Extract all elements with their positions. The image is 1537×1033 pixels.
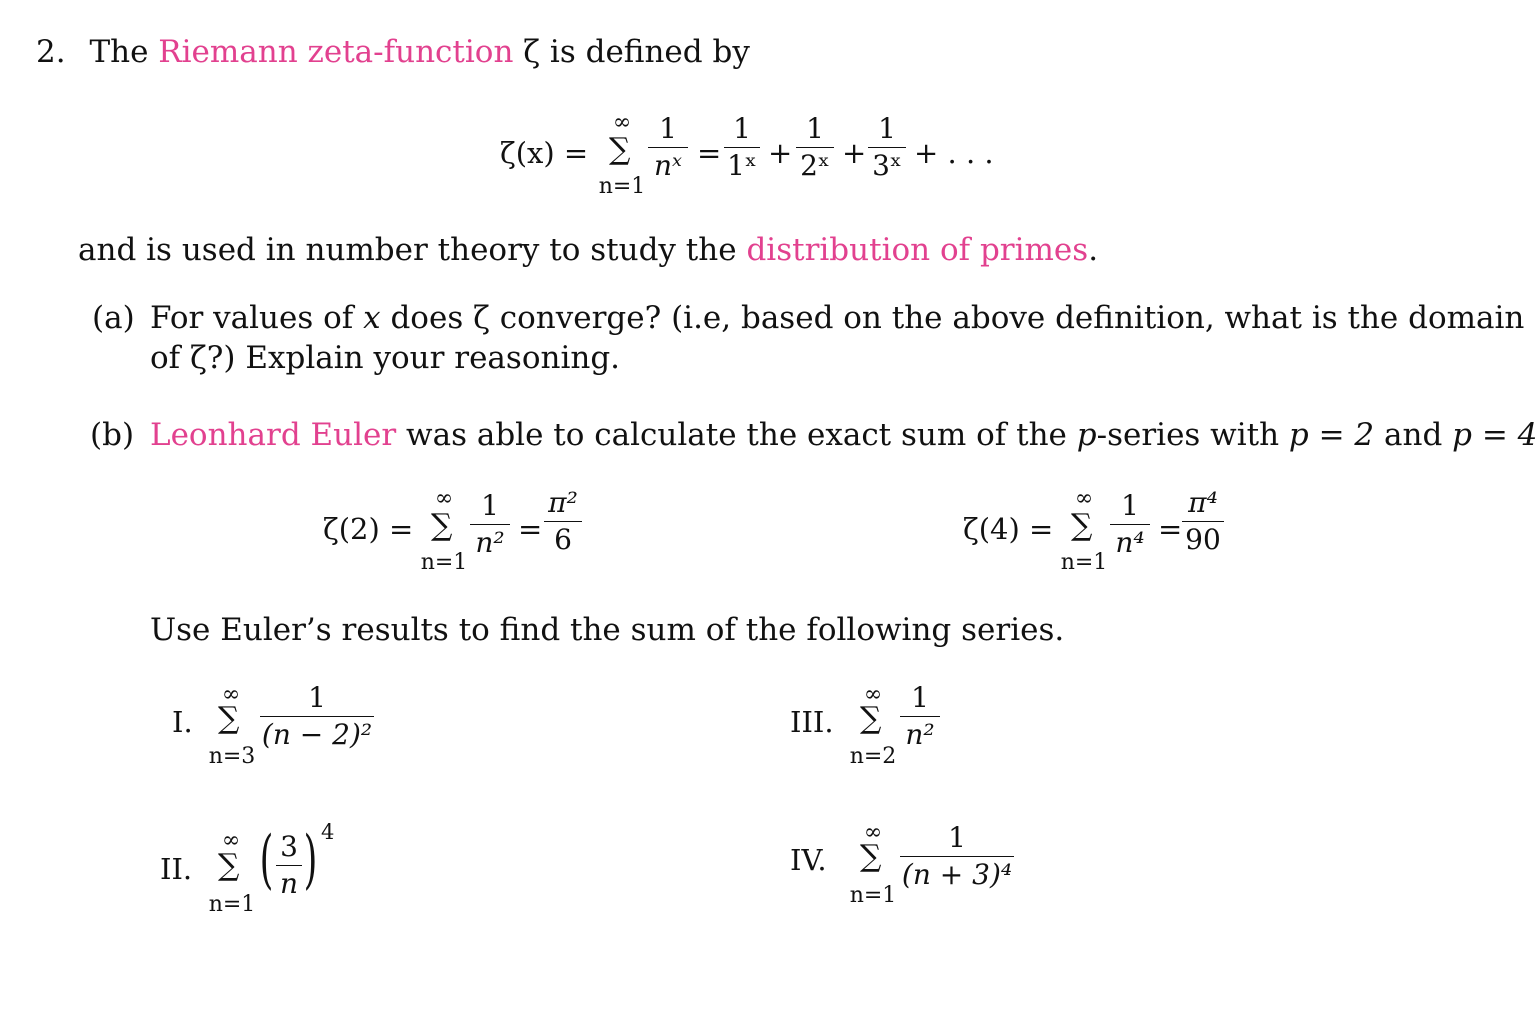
sigma-symbol: ∑	[1071, 508, 1093, 543]
riemann-zeta-link[interactable]: Riemann zeta-function	[158, 34, 514, 70]
part-a-text-tail: does ζ converge? (i.e, based on the above definition, what is the domain	[380, 300, 1525, 336]
sum-upper-limit: ∞	[221, 682, 241, 707]
series-I-term	[260, 683, 374, 750]
equals-sign: =	[697, 136, 722, 170]
fraction-numerator: 1	[948, 821, 966, 854]
part-b-line	[150, 417, 1537, 453]
p-equals-4: p = 4	[1452, 417, 1537, 453]
term-1-den: 1ˣ	[727, 149, 757, 182]
sum-upper-limit: ∞	[863, 682, 883, 707]
term-1-fraction	[724, 114, 760, 181]
variable-x: x	[363, 300, 381, 336]
term-2-den: 2ˣ	[800, 149, 830, 182]
series-label: II.	[160, 852, 193, 886]
term-2-num: 1	[806, 112, 824, 145]
fraction-denominator: n²	[475, 526, 505, 559]
fraction-numerator: 1	[659, 112, 677, 145]
intro-text: The	[89, 34, 159, 70]
fraction-denominator: (n + 3)⁴	[901, 858, 1013, 891]
problem-intro	[36, 34, 750, 70]
sigma-symbol: ∑	[860, 839, 882, 874]
general-term-fraction	[648, 114, 688, 181]
intro-text-tail: ζ is defined by	[513, 34, 750, 70]
series-III-term	[900, 683, 940, 750]
fraction-denominator: n	[279, 867, 299, 900]
term-2-fraction	[796, 114, 834, 181]
fraction-denominator: nˣ	[654, 149, 682, 182]
part-b-text: was able to calculate the exact sum of the	[396, 417, 1077, 453]
sum-lower-limit: n=1	[208, 892, 256, 917]
problem-number: 2.	[36, 34, 66, 70]
instruction: Use Euler’s results to find the sum of the following series.	[150, 612, 1065, 648]
exponent: 4	[321, 820, 335, 844]
sum-upper-limit: ∞	[863, 820, 883, 845]
fraction-numerator: 3	[280, 830, 298, 863]
part-a-label: (a)	[92, 300, 135, 336]
sum-lower-limit: n=1	[1060, 550, 1108, 575]
part-b-text-series: -series with	[1096, 417, 1289, 453]
ellipsis-tail: + . . .	[914, 136, 994, 170]
sum-upper-limit: ∞	[612, 110, 632, 135]
series-IV-term	[900, 823, 1014, 890]
term-1-num: 1	[733, 112, 751, 145]
term-3-fraction	[868, 114, 906, 181]
fraction-denominator: n²	[905, 718, 935, 751]
part-a-text: For values of	[150, 300, 364, 336]
sigma-symbol: ∑	[218, 848, 240, 883]
zeta-2-lhs: ζ(2) =	[323, 512, 414, 546]
sum-lower-limit: n=2	[849, 744, 897, 769]
variable-p: p	[1076, 417, 1097, 453]
right-paren: )	[303, 823, 318, 897]
plus-sign: +	[768, 136, 793, 170]
equals-sign: =	[518, 512, 543, 546]
term-3-den: 3ˣ	[872, 149, 902, 182]
p-equals-2: p = 2	[1288, 417, 1375, 453]
fraction-denominator: (n − 2)²	[261, 718, 373, 751]
leonhard-euler-link[interactable]: Leonhard Euler	[150, 417, 397, 453]
fraction-numerator: 1	[911, 681, 929, 714]
sigma-symbol: ∑	[860, 701, 882, 736]
sigma-symbol: ∑	[431, 508, 453, 543]
fraction-numerator: 1	[481, 489, 499, 522]
sum-lower-limit: n=1	[598, 174, 646, 199]
zeta-lhs: ζ(x) =	[500, 136, 589, 170]
usage-period: .	[1088, 232, 1099, 268]
sum-upper-limit: ∞	[221, 828, 241, 853]
fraction-numerator: 1	[1121, 489, 1139, 522]
sum-lower-limit: n=1	[849, 883, 897, 908]
zeta-2-value	[544, 488, 582, 555]
usage-line	[78, 232, 1098, 268]
usage-text: and is used in number theory to study the	[78, 232, 747, 268]
part-a-line-1	[150, 300, 1524, 336]
zeta-2-term	[470, 491, 510, 558]
part-a-line-2: of ζ?) Explain your reasoning.	[150, 340, 621, 376]
zeta-4-value	[1182, 488, 1224, 555]
term-3-num: 1	[878, 112, 896, 145]
series-label: III.	[790, 705, 834, 739]
value-denominator: 6	[554, 523, 572, 556]
value-numerator: π⁴	[1188, 486, 1218, 519]
sigma-symbol: ∑	[609, 132, 631, 167]
series-II-inner	[276, 832, 302, 899]
sum-upper-limit: ∞	[1074, 486, 1094, 511]
value-denominator: 90	[1185, 523, 1221, 556]
left-paren: (	[259, 823, 274, 897]
zeta-4-lhs: ζ(4) =	[963, 512, 1054, 546]
sum-lower-limit: n=1	[420, 550, 468, 575]
sum-upper-limit: ∞	[434, 486, 454, 511]
and-text: and	[1374, 417, 1453, 453]
part-b-label: (b)	[90, 417, 135, 453]
fraction-denominator: n⁴	[1115, 526, 1145, 559]
series-label: I.	[172, 705, 193, 739]
plus-sign: +	[842, 136, 867, 170]
sigma-symbol: ∑	[218, 701, 240, 736]
series-label: IV.	[790, 843, 827, 877]
value-numerator: π²	[548, 486, 578, 519]
distribution-of-primes-link[interactable]: distribution of primes	[746, 232, 1089, 268]
equals-sign: =	[1158, 512, 1183, 546]
zeta-4-term	[1110, 491, 1150, 558]
fraction-numerator: 1	[308, 681, 326, 714]
sum-lower-limit: n=3	[208, 744, 256, 769]
